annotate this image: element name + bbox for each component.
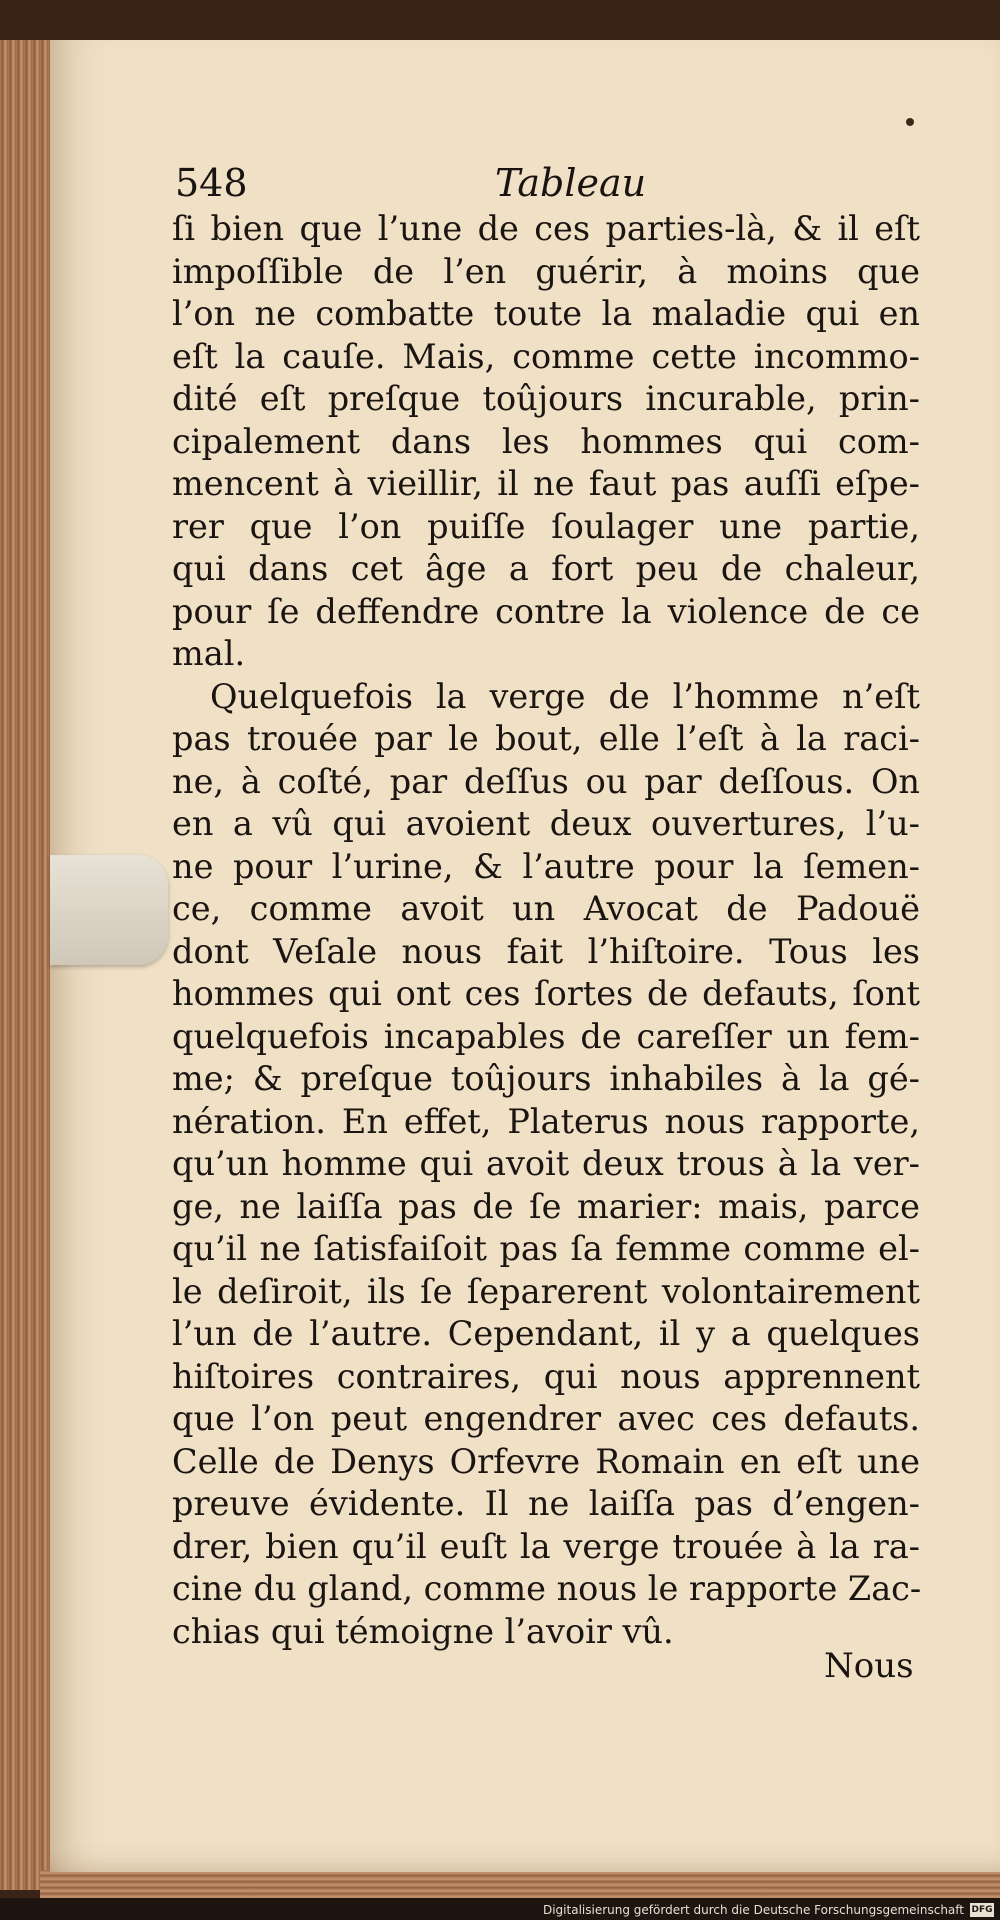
text-line: ce, comme avoit un Avocat de Padouë [172,889,920,928]
text-line: ne pour l’urine, & l’autre pour la ſemen- [172,846,920,886]
text-line: ne, à coſté, par deſſus ou par deſſous. On [172,761,920,801]
text-line: le deſiroit, ils ſe ſeparerent volontairement [172,1271,920,1311]
text-line: cine du gland, comme nous le rapporte Zac- [172,1569,922,1608]
text-line: nération. En effet, Platerus nous rapporte, [172,1101,920,1141]
text-line: eſt la cauſe. Mais, comme cette incommo- [172,336,920,376]
text-line: Celle de Denys Orfevre Romain en eſt une [172,1441,920,1481]
text-line: qu’il ne ſatisfaiſoit pas ſa femme comme el- [172,1229,920,1268]
text-line: cipalement dans les hommes qui com- [172,421,920,461]
body-text [172,208,920,1653]
text-line: hiſtoires contraires, qui nous apprennent [172,1356,920,1396]
text-line: Quelquefois la verge de l’homme n’eſt [210,676,920,716]
text-line: mal. [172,634,246,673]
bookmark-ribbon [50,855,168,965]
text-line: chias qui témoigne l’avoir vû. [172,1611,674,1651]
text-line: ge, ne laiſſa pas de ſe marier: mais, parce [172,1186,920,1226]
text-line: drer, bien qu’il euſt la verge trouée à la ra- [172,1526,920,1566]
ink-spot [906,118,914,126]
text-line: pour ſe deffendre contre la violence de ce [172,591,920,631]
text-line: dité eſt preſque toûjours incurable, prin- [172,379,920,418]
catchword: Nous [824,1646,914,1686]
text-line: qui dans cet âge a fort peu de chaleur, [172,549,920,588]
text-line: l’on ne combatte toute la maladie qui en [172,294,920,333]
text-line: qu’un homme qui avoit deux trous à la ver- [172,1144,920,1183]
text-line: preuve évidente. Il ne laiſſa pas d’engen- [172,1484,920,1523]
text-line: rer que l’on puiſſe ſoulager une partie, [172,506,920,546]
text-line: quelquefois incapables de careſſer un fem- [172,1016,920,1056]
book-page-edges-bottom [40,1870,1000,1900]
text-line: me; & preſque toûjours inhabiles à la gé- [172,1059,920,1098]
text-line: dont Veſale nous fait l’hiſtoire. Tous les [172,931,920,971]
page-header [175,160,915,206]
text-line: en a vû qui avoient deux ouvertures, l’u- [172,804,920,843]
text-line: impoſſible de l’en guérir, à moins que [172,251,920,291]
text-line: ſi bien que l’une de ces parties-là, & il eſt [172,209,920,248]
dfg-logo: DFG [971,1905,993,1915]
page-number: 548 [175,161,248,205]
text-line: l’un de l’autre. Cependant, il y a quelques [172,1314,920,1353]
text-line: que l’on peut engendrer avec ces defauts. [172,1399,920,1438]
text-line: pas trouée par le bout, elle l’eſt à la raci- [172,719,920,758]
text-line: hommes qui ont ces ſortes de defauts, ſont [172,974,920,1013]
text-line: mencent à vieillir, il ne faut pas auſſi eſpe- [172,464,920,503]
funding-credit: Digitalisierung gefördert durch die Deutsche Forschungsgemeinschaft [542,1903,964,1917]
running-head: Tableau [495,161,647,205]
digitization-footer [0,1898,1000,1920]
